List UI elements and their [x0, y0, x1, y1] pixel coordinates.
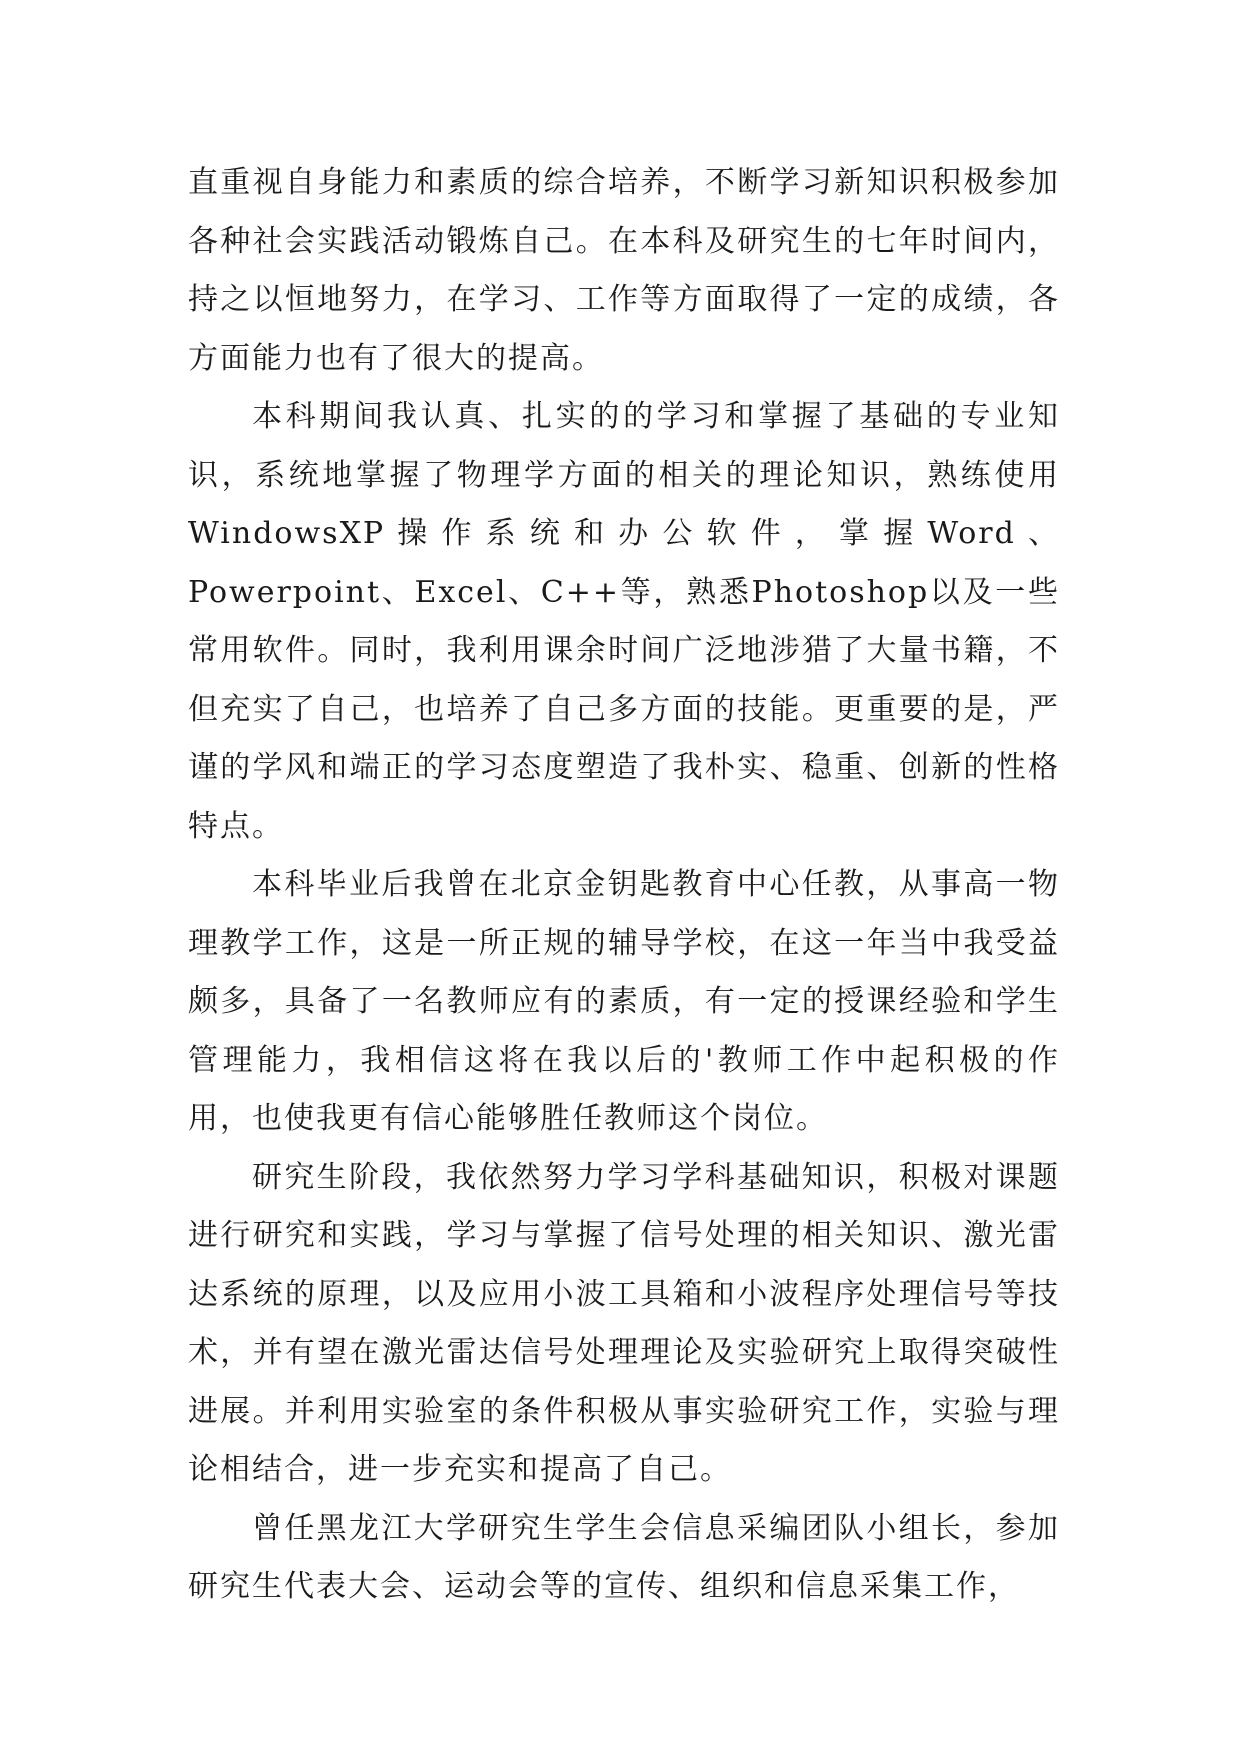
document-body [188, 154, 1060, 1617]
paragraph-teaching: 本科毕业后我曾在北京金钥匙教育中心任教，从事高一物理教学工作，这是一所正规的辅导学校，在这一年当中我受益颇多，具备了一名教师应有的素质，有一定的授课经验和学生管理能力，我相信这将在我以后的'教师工作中起积极的作用，也使我更有信心能够胜任教师这个岗位。 [188, 867, 1060, 1136]
paragraph-continuation: 直重视自身能力和素质的综合培养，不断学习新知识积极参加各种社会实践活动锻炼自己。在本科及研究生的七年时间内，持之以恒地努力，在学习、工作等方面取得了一定的成绩，各方面能力也有了很大的提高。 [188, 165, 1060, 376]
paragraph-student-union: 曾任黑龙江大学研究生学生会信息采编团队小组长，参加研究生代表大会、运动会等的宣传、组织和信息采集工作， [188, 1510, 1060, 1604]
paragraph-undergraduate: 本科期间我认真、扎实的的学习和掌握了基础的专业知识，系统地掌握了物理学方面的相关的理论知识，熟练使用WindowsXP操作系统和办公软件，掌握Word、Powerpoint、Excel、C++等，熟悉Photoshop以及一些常用软件。同时，我利用课余时间广泛地涉猎了大量书籍，不但充实了自己，也培养了自己多方面的技能。更重要的是，严谨的学风和端正的学习态度塑造了我朴实、稳重、创新的性格特点。 [188, 399, 1060, 844]
paragraph-graduate: 研究生阶段，我依然努力学习学科基础知识，积极对课题进行研究和实践，学习与掌握了信号处理的相关知识、激光雷达系统的原理，以及应用小波工具箱和小波程序处理信号等技术，并有望在激光雷达信号处理理论及实验研究上取得突破性进展。并利用实验室的条件积极从事实验研究工作，实验与理论相结合，进一步充实和提高了自己。 [188, 1159, 1060, 1487]
